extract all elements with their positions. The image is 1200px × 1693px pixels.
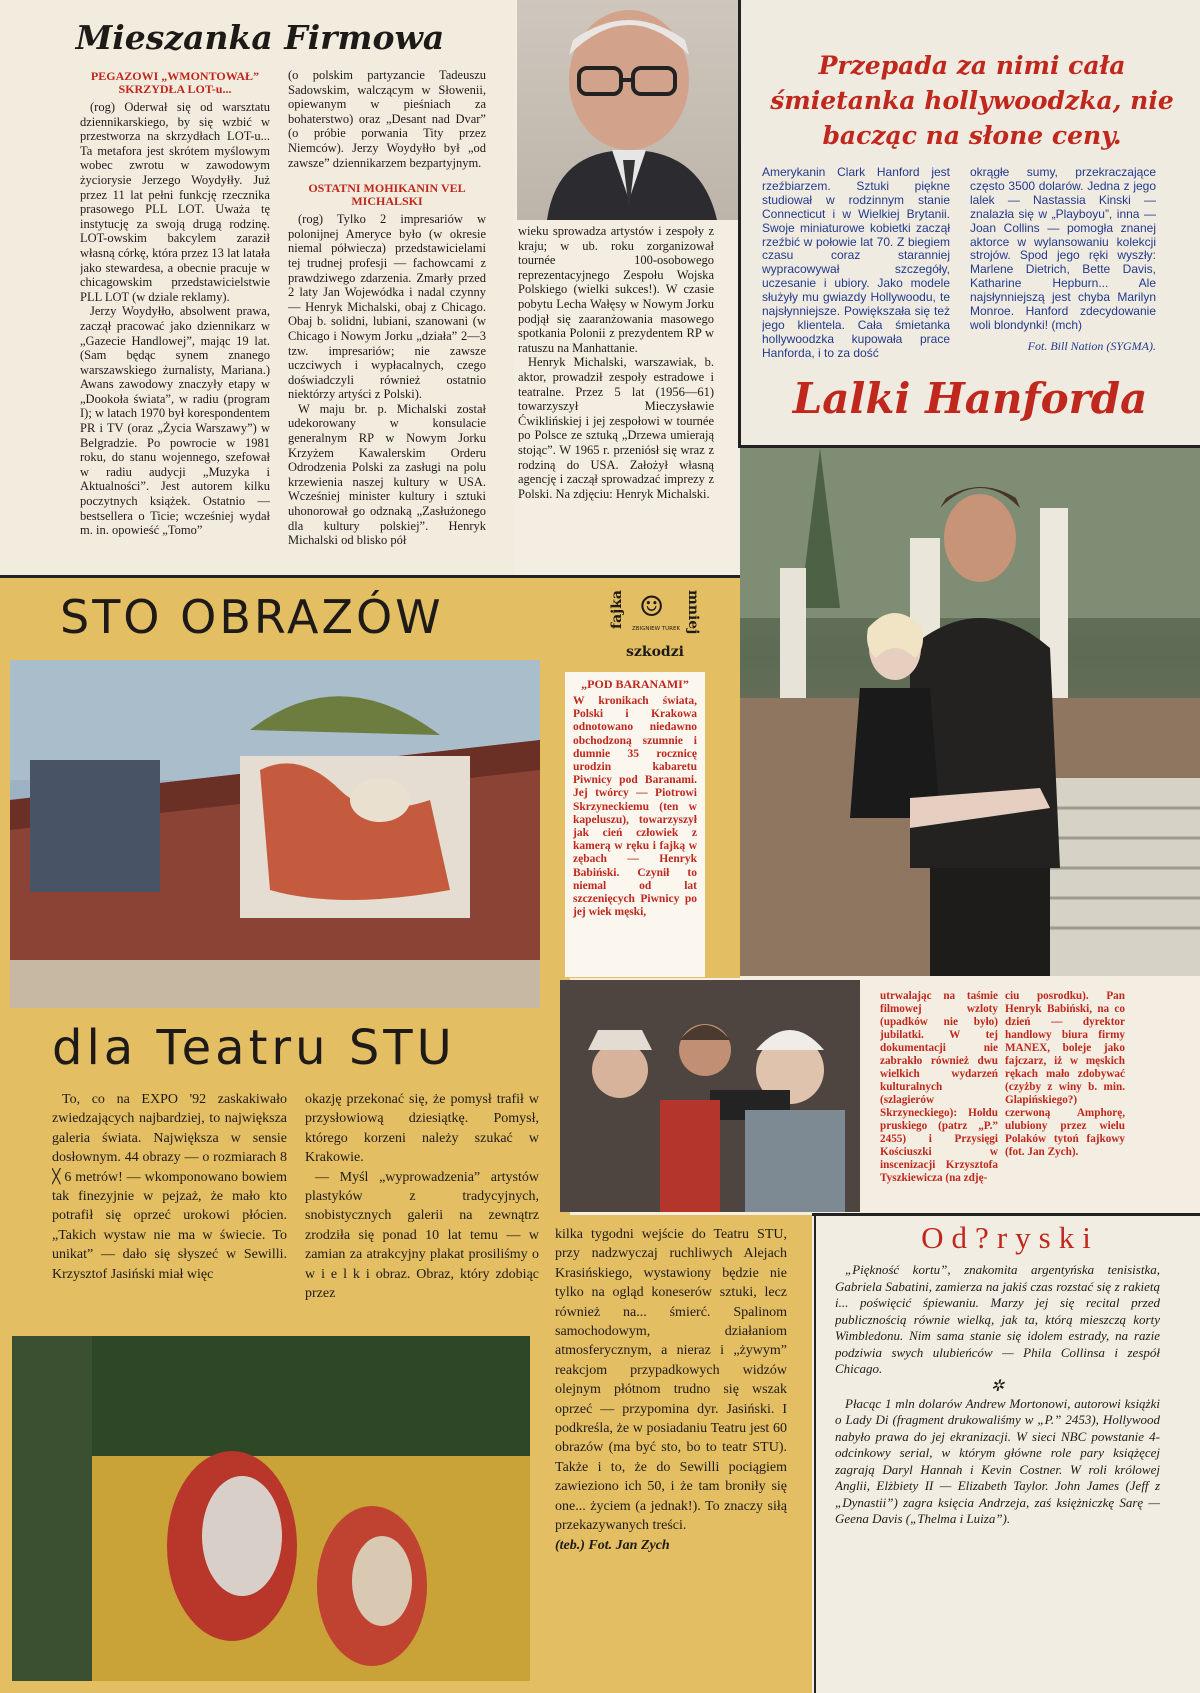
fajka-body-3: ciu posrodku). Pan Henryk Babiński, na co dzień — dyrektor handlowy biura firmy MANEX, boleje jako fajczarz, iż w męskich rękach mało zdobywać (czyżby z winy b. min. Glapińskiego?) czerwoną Amphorę, ulubiony przez wielu Polaków tytoń fajkowy (fot. Jan Zych). <box>1005 990 1125 1158</box>
sto-col-3 <box>555 1225 787 1685</box>
masks-illustration <box>12 1336 530 1681</box>
divider-horizontal-top-left <box>0 575 740 578</box>
lalki-headline: Przepada za nimi cała śmietanka hollywoodzka, nie bacząc na słone ceny. <box>770 51 1174 150</box>
odpryski-p1: „Piękność kortu”, znakomita argentyńska tenisistka, Gabriela Sabatini, zamierza na jakiś czas rozstać się z rakietą i... poświęcić śpiewaniu. Marzy jej się recital przed publicznością równie wielką, jak ta, którą mieszczą korty Wimbledonu. Nim sama stanie się idolem estrady, na razie podziwia swych ulubieńców — Phila Collinsa i zespół Chicago. <box>835 1262 1160 1376</box>
fajka-logo <box>605 588 705 668</box>
pipe-smoker-icon: ☺ <box>639 590 665 623</box>
lalki-col-left <box>762 166 950 362</box>
fajka-logo-word: fajka <box>609 590 625 629</box>
sto-p4: kilka tygodni wejście do Teatru STU, przy nadzwyczaj ruchliwych Alejach Krasińskiego, wystawiony będzie nie tylko na ogląd koneserów sztuki, lecz również na... śmierć. Spalinom samochodowym, działaniom atmosferycznym, a nieraz i „żywym” reakcjom przypadkowych widzów olejnym płótnom trudno się wszak oprzeć — przypomina dyr. Jasiński. I podkreśla, że w posiadaniu Teatru jest 60 obrazów (ma być sto, bo to teatr STU). Także i to, że do Sewilli pociągiem zawieziono ich 50, i że tam broniły się one... życiem (a jednak!). To znaczy siłą przekazywanych treści. <box>555 1227 787 1534</box>
odpryski-text <box>835 1262 1160 1528</box>
sto-col-1 <box>52 1090 287 1320</box>
divider-horizontal-right <box>740 445 1200 448</box>
sto-p1: To, co na EXPO '92 zaskakiwało zwiedzających najbardziej, to największa galeria świata. Największa w sensie dosłownym. 44 obrazy — o rozmiarach 8 ╳ 6 metrów! — wkomponowano bowiem tak finezyjnie w pejzaż, że mało kto potrafił się oprzeć urokowi płócien. „Takich wystaw nie ma w świecie. To unikat” — dało się słyszeć w Sewilli. Krzysztof Jasiński miał więc <box>52 1092 287 1282</box>
sto-text-col1 <box>52 1090 287 1284</box>
fajka-body-2: utrwalając na taśmie filmowej wzloty (upadków nie było) jubilatki. W tej dokumentacji nie zabrakło również dwu wielkich wydarzeń kulturalnych (szlagierów Skrzyneckiego): Hołdu pruskiego (patrz „P.” 2455) i Przysięgi Kościuszki w inscenizacji Krzysztofa Tyszkiewicza (na zdję- <box>880 990 998 1184</box>
article-michalski-p4: Henryk Michalski, warszawiak, b. aktor, prowadził zespoły estradowe i teatralne. Przez 5 lat (1956—61) towarzyszył Mieczysławie Ćwiklińskiej i jej zespołowi w tournée po Polsce ze sztuką „Drzewa umierają stojąc”. W 1965 r. przeniósł się wraz z rodziną do USA. Założył własną agencję i zaczął sprowadzać imprezy z Polski. Na zdjęciu: Henryk Michalski. <box>518 355 714 501</box>
wall-painting-illustration <box>10 660 540 1008</box>
article-michalski-cont <box>518 224 714 501</box>
article-michalski-p3: wieku sprowadza artystów i zespoły z kraju; w ub. roku zorganizował tournée 100-osobowego reprezentacyjnego Zespołu Wojska Polskiego (wielki sukces!). W czasie pobytu Lecha Wałęsy w Nowym Jorku podjął się zaaranżowania masowego spotkania Polonii z prezydentem RP w ratuszu na Manhattanie. <box>518 224 714 355</box>
divider-horizontal-bottom <box>812 1213 1200 1216</box>
fajka-body: W kronikach świata, Polski i Krakowa odnotowano niedawno obchodzoną szumnie i dumnie 35 rocznicę urodzin kabaretu Piwnicy pod Baranami. Jej twórcy — Piotrowi Skrzyneckiemu (ten w kapeluszu), towarzyszył jak cień człowiek z kamerą w ręku i fajką w zębach — Henryk Babiński. Czynił to niemal od lat szczenięcych Piwnicy po jej wiek męski, <box>573 695 697 919</box>
portrait-illustration <box>517 0 739 220</box>
portrait-photo-michalski <box>517 0 739 220</box>
article-lot-cont <box>288 68 486 170</box>
section-head-lot: PEGAZOWI „WMONTOWAŁ” SKRZYDŁA LOT-u... <box>90 69 260 96</box>
mieszanka-col-2 <box>288 68 486 568</box>
photo-piwnica-pod-baranami <box>560 980 860 1212</box>
article-michalski-p2: W maju br. p. Michalski został udekorowany w konsulacie generalnym RP w Nowym Jorku Krzyżem Kawalerskim Orderu Odrodzenia Polski za zasługi na polu krzewienia naszej kultury w USA. Wcześniej minister kultury i sztuki uhonorował go odznaką „Zasłużonego dla kultury polskiej”. Henryk Michalski od blisko pół <box>288 401 486 548</box>
mieszanka-col-1 <box>80 68 270 568</box>
odpryski-title: Od?ryski <box>921 1220 1099 1255</box>
lalki-col-right <box>970 166 1156 366</box>
sto-p2: okazję przekonać się, że pomysł trafił w przysłowiową dziesiątkę. Pomysł, którego korzeni należy szukać w Krakowie. <box>305 1092 539 1166</box>
odpryski-body <box>835 1262 1160 1687</box>
sto-text-col2 <box>305 1090 539 1303</box>
article-lot <box>80 100 270 538</box>
lalki-photo-credit: Fot. Bill Nation (SYGMA). <box>1027 338 1156 353</box>
sto-photo-credit: (teb.) Fot. Jan Zych <box>555 1537 670 1553</box>
article-lot-p3: (o polskim partyzancie Tadeuszu Sadowskim, walczącym w Słowenii, opiewanym w pieśniach za bohaterstwo) oraz „Desant nad Dvar” (o próbie porwania Tity przez Niemców). Jerzy Woydyłło był „od zawsze” dziennikarzem bezpartyjnym. <box>288 68 486 170</box>
article-lot-p2: Jerzy Woydyłło, absolwent prawa, zaczął pracować jako dziennikarz w „Gazecie Handlowej”, mając 19 lat. (Sam będąc synem znanego warszawskiego żurnalisty, Mariana.) Awans zawodowy znaczyły etapy w „Dookoła świata”, w radiu (program I); w latach 1970 był korespondentem PR i TV (oraz „Życia Warszawy”) w Belgradzie. Po powrocie w 1981 roku, do stanu wojennego, szefował w radiu audycji „Muzyka i Aktualności”. Jest autorem kilku poczytnych książek. Ostatnio — bestsellera o Ticie; wcześniej wydał m. in. opowieść „Tomo” <box>80 304 270 538</box>
photo-painting-on-wall <box>10 660 540 1008</box>
mniej-logo-word: mniej <box>685 590 701 635</box>
lalki-text-right: okrągłe sumy, przekraczające często 3500 dolarów. Jedna z jego lalek — Nastassia Kinski — znalazła się w „Playboyu”, inna — Joan Collins — pomogła znanej aktorce w wylansowaniu kolekcji strojów. Spod jego ręki wyszły: Marlene Dietrich, Bette Davis, Katharine Hepburn... Ale najsłynniejszą jest chyba Marilyn Monroe. Hanford zdecydowanie woli blondynki! (mch) <box>970 166 1156 332</box>
sto-col-2 <box>305 1090 539 1325</box>
separator-star-icon: ✲ <box>990 1377 1005 1395</box>
lalki-text-left: Amerykanin Clark Hanford jest rzeźbiarzem. Sztuki piękne studiował w rodzinnym stanie Connecticut i w Wielkiej Brytanii. Swoje miniaturowe kobietki zaczął rzeźbić w połowie lat 70. Z biegiem czasu coraz staranniej wypracowywał szczegóły, uczesanie i ubiory. Jako modele służyły mu gwiazdy Hollywoodu, te najsłynniejsze. Powiększała się też jego klientela. Cała śmietanka hollywoodzka kupowała prace Hanforda, i to za dość <box>762 166 950 360</box>
fajka-col-2 <box>880 990 998 1212</box>
article-lot-p1: (rog) Oderwał się od warsztatu dziennikarskiego, by się wzbić w przestworza na skrzydłach LOT-u... Ta metafora jest skrótem myślowym wobec zwrotu w zawodowym życiorysie Jerzego Woydyłły. Już przez 11 lat pełni funkcję rzecznika prasowego PLL LOT. Uważa tę instytucję za swoją drugą rodzinę. LOT-owskim bakcylem zaraził własną córkę, która przez 13 lat latała jako stewardesa, a obecnie pracuje w chicagowskim przedstawicielstwie PLL LOT (w dziale reklamy). <box>80 100 270 304</box>
hanford-illustration <box>740 448 1200 976</box>
szkodzi-logo-word: szkodzi <box>626 644 684 660</box>
fajka-head: „POD BARANAMI” <box>581 677 689 691</box>
article-michalski-p1: (rog) Tylko 2 impresariów w polonijnej Ameryce było (w okresie niemal półwiecza) przedstawicielami tej trudnej profesji — fachowcami z prawdziwego zdarzenia. Zmarły przed 2 laty Jan Wojewódka i nadal czynny — Henryk Michalski, obaj z Chicago. Obaj b. solidni, lubiani, szanowani (w Chicago i Nowym Jorku „działa” 2—3 tzw. impresariów; nie zawsze uczciwych i wypłacalnych, czego doświadczyli również ostatnio niektórzy artyści z Polski). <box>288 212 486 402</box>
divider-vertical-center <box>738 0 741 448</box>
lalki-title: Lalki Hanforda <box>792 374 1148 423</box>
mieszanka-col-3 <box>518 224 714 569</box>
piwnica-illustration <box>560 980 860 1212</box>
sto-text-col3 <box>555 1225 787 1536</box>
sto-title-bottom: dla Teatru STU <box>52 1020 456 1076</box>
sto-p3: — Myśl „wyprowadzenia” artystów plastyków z tradycyjnych, snobistycznych galerii na zewnątrz zrodziła się ponad 10 lat temu — w zamian za atrakcyjny plakat prosiliśmy o w i e l k i obraz. Obraz, który zdobiąc przez <box>305 1169 539 1302</box>
odpryski-p2: Płacąc 1 mln dolarów Andrew Mortonowi, autorowi książki o Lady Di (fragment drukowaliśmy w „P.” 2453), Hollywood nabyło prawa do jej ekranizacji. W sieci NBC powstanie 4-odcinkowy serial, w którym główne role pary książęcej zagrają Daryl Hannah i Kevin Costner. W roli królowej Anglii, Elżbiety II — Elizabeth Taylor. John James (Jeff z „Dynastii”) zagra księcia Andrzeja, zaś księżniczkę Sarę — Geena Davis („Thelma i Luiza”). <box>835 1395 1160 1526</box>
fajka-article-box <box>565 672 705 977</box>
fajka-col-3 <box>1005 990 1125 1212</box>
fajka-logo-name: ZBIGNIEW TUREK <box>631 626 681 632</box>
article-michalski <box>288 212 486 548</box>
sto-title-top: STO OBRAZÓW <box>60 590 444 644</box>
photo-masks-painting <box>12 1336 530 1681</box>
section-head-michalski: OSTATNI MOHIKANIN VEL MICHALSKI <box>308 181 466 209</box>
photo-hanford-with-doll <box>740 448 1200 976</box>
mieszanka-title: Mieszanka Firmowa <box>75 18 445 57</box>
